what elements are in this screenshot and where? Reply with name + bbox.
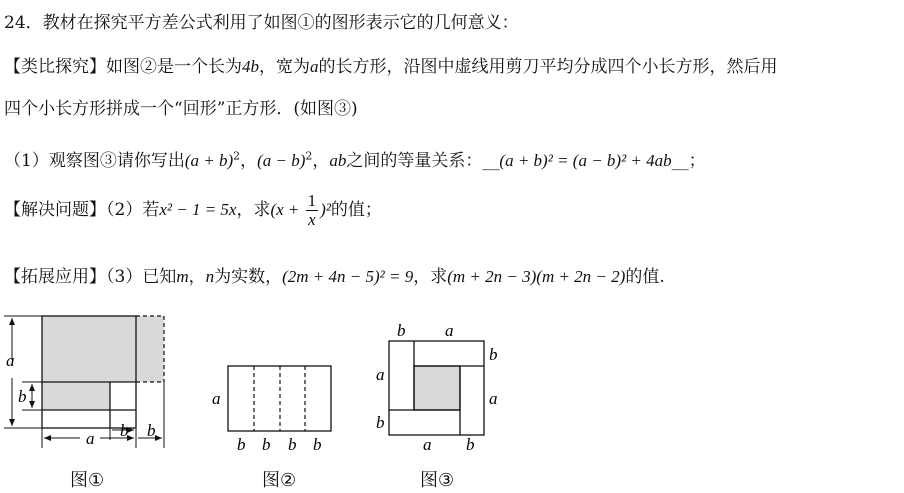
fig2-caption: 图② xyxy=(262,470,297,491)
fig3-label-left-a: a xyxy=(376,365,385,384)
q2-prefix: （2）若 xyxy=(106,200,160,220)
q3-expression: (m + 2n − 3)(m + 2n − 2) xyxy=(447,267,626,286)
fig1-label-b-side: b xyxy=(18,387,27,406)
q3-mid2: ，求 xyxy=(413,267,448,287)
q1-prefix: （1）观察图③请你写出 xyxy=(4,151,185,171)
fig3-label-bottom-a: a xyxy=(423,435,432,454)
question-1: （1）观察图③请你写出$(a + b)^2$，$(a - b)^2$，ab之间的等量关系：__(a + b)² = (a − b)² + 4ab__； xyxy=(4,149,706,171)
fig2-label-b1: b xyxy=(237,435,246,454)
fraction-denominator: x xyxy=(308,210,316,229)
fig2-label-b3: b xyxy=(288,435,297,454)
q3-equation: (2m + 4n − 5)² = 9 xyxy=(282,267,414,286)
q1-expr1: (a + b) xyxy=(184,151,234,170)
q3-var-m: m xyxy=(176,267,189,286)
explore-text-c: 的长方形，沿图中虚线用剪刀平均分成四个小长方形，然后用 xyxy=(318,57,778,77)
problem-intro: 24．教材在探究平方差公式利用了如图①的图形表示它的几何意义： xyxy=(4,13,519,33)
q3-suffix: 的值. xyxy=(625,267,665,287)
explore-tag: 【类比探究】 xyxy=(4,57,106,77)
fig1-label-a-side: a xyxy=(6,351,15,370)
q1-expr3: ab xyxy=(329,151,347,170)
fig1-shaded-lower xyxy=(42,382,110,410)
fig3-caption: 图③ xyxy=(420,470,455,491)
fig1-caption: 图① xyxy=(70,470,105,491)
fig1-label-b-bottom1: b xyxy=(120,421,129,440)
fraction-numerator: 1 xyxy=(307,191,317,210)
fig1-shaded-upper xyxy=(42,316,164,382)
q1-blank: __ xyxy=(482,151,500,171)
q1-end: __； xyxy=(671,151,706,171)
explore-text-b: ，宽为 xyxy=(259,57,310,77)
figure-1 xyxy=(4,316,164,448)
fig3-label-right-b: b xyxy=(489,345,498,364)
figure-2 xyxy=(212,366,331,454)
fig1-label-a-bottom: a xyxy=(86,429,95,448)
explore-line-2: 四个小长方形拼成一个“回形”正方形．(如图③) xyxy=(4,99,358,119)
figure-3 xyxy=(376,321,498,454)
q3-tag: 【拓展应用】 xyxy=(4,267,106,287)
explore-text-a: 如图②是一个长为 xyxy=(106,57,242,77)
fig3-label-right-a: a xyxy=(489,389,498,408)
fig3-inner-shaded xyxy=(414,366,460,410)
fig2-label-b2: b xyxy=(262,435,271,454)
fig3-label-top-a: a xyxy=(445,321,454,340)
fig3-label-bottom-b: b xyxy=(466,435,475,454)
q2-expr-open: (x + xyxy=(270,200,304,219)
q3-sep: ， xyxy=(188,267,206,287)
fig2-label-a: a xyxy=(212,389,221,408)
q1-sep1: ， xyxy=(240,151,258,171)
q2-suffix: 的值； xyxy=(330,200,382,220)
q3-prefix: （3）已知 xyxy=(106,267,177,287)
q1-suffix: 之间的等量关系： xyxy=(346,151,483,171)
q3-var-n: n xyxy=(205,267,215,286)
fig2-label-b4: b xyxy=(313,435,322,454)
var-a: a xyxy=(310,57,319,76)
q1-answer: (a + b)² = (a − b)² + 4ab xyxy=(499,151,672,170)
q3-mid: 为实数， xyxy=(214,267,283,287)
q2-expr-close: )² xyxy=(320,200,331,219)
q1-sep2: ， xyxy=(312,151,330,171)
fig3-label-top-b: b xyxy=(397,321,406,340)
q2-equation: x² − 1 = 5x xyxy=(159,200,237,219)
q2-mid: ，求 xyxy=(236,200,271,220)
fig3-label-left-b: b xyxy=(376,413,385,432)
q2-tag: 【解决问题】 xyxy=(4,200,106,220)
var-4b: 4b xyxy=(242,57,259,76)
fig1-label-b-bottom2: b xyxy=(147,421,156,440)
q1-expr2: (a − b) xyxy=(257,151,306,170)
